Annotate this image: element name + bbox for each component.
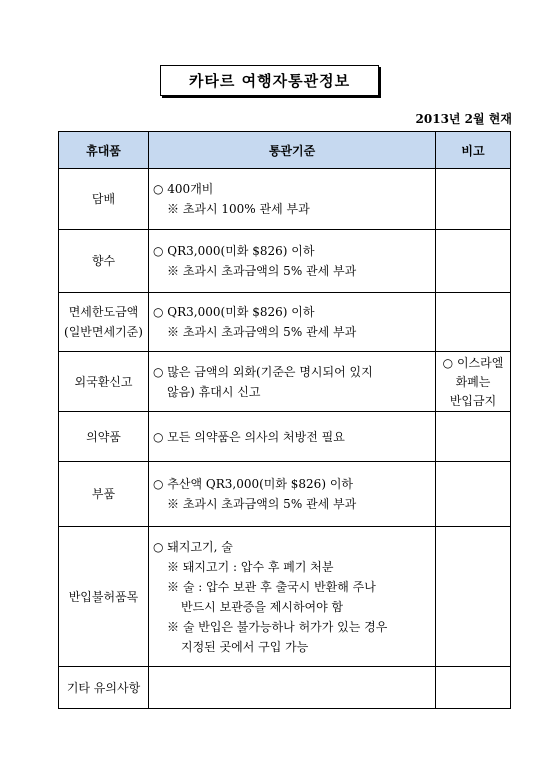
item-cell: 향수: [59, 230, 149, 293]
criteria-cell: ○ QR3,000(미화 $826) 이하 ※ 초과시 초과금액의 5% 관세 부과: [149, 293, 436, 352]
note-cell: [436, 169, 511, 230]
criteria-cell: ○ 많은 금액의 외화(기준은 명시되어 있지 않음) 휴대시 신고: [149, 352, 436, 412]
table-row: [59, 352, 511, 412]
table-row: [59, 230, 511, 293]
criteria-cell: ○ 모든 의약품은 의사의 처방전 필요: [149, 412, 436, 462]
note-cell: [436, 667, 511, 709]
item-cell: 부품: [59, 462, 149, 527]
item-cell: 반입불허품목: [59, 527, 149, 667]
item-cell: 기타 유의사항: [59, 667, 149, 709]
table-row: [59, 667, 511, 709]
note-cell: [436, 527, 511, 667]
header-item: 휴대품: [59, 132, 149, 169]
item-cell: 의약품: [59, 412, 149, 462]
criteria-cell: ○ 추산액 QR3,000(미화 $826) 이하 ※ 초과시 초과금액의 5% 관세 부과: [149, 462, 436, 527]
date-label: 2013년 2월 현재: [415, 112, 512, 126]
table-header-row: [59, 132, 511, 169]
header-note: 비고: [436, 132, 511, 169]
note-cell: ○ 이스라엘 화폐는 반입금지: [436, 352, 511, 412]
item-cell: 담배: [59, 169, 149, 230]
note-cell: [436, 412, 511, 462]
item-cell: 외국환신고: [59, 352, 149, 412]
item-cell: 면세한도금액 (일반면세기준): [59, 293, 149, 352]
table-row: [59, 527, 511, 667]
table-row: [59, 169, 511, 230]
criteria-cell: ○ QR3,000(미화 $826) 이하 ※ 초과시 초과금액의 5% 관세 부과: [149, 230, 436, 293]
note-cell: [436, 293, 511, 352]
table-row: [59, 462, 511, 527]
table-row: [59, 412, 511, 462]
customs-table: [58, 131, 511, 709]
criteria-cell: [149, 667, 436, 709]
note-cell: [436, 462, 511, 527]
criteria-cell: ○ 400개비 ※ 초과시 100% 관세 부과: [149, 169, 436, 230]
page-title: 카타르 여행자통관정보: [160, 65, 379, 96]
note-cell: [436, 230, 511, 293]
table-row: [59, 293, 511, 352]
header-criteria: 통관기준: [149, 132, 436, 169]
criteria-cell: ○ 돼지고기, 술 ※ 돼지고기 : 압수 후 폐기 처분 ※ 술 : 압수 보관 후 출국시 반환해 주나 반드시 보관증을 제시하여야 함 ※ 술 반입은 불가능하나 허가가 있는 경우 지정된 곳에서 구입 가능: [149, 527, 436, 667]
